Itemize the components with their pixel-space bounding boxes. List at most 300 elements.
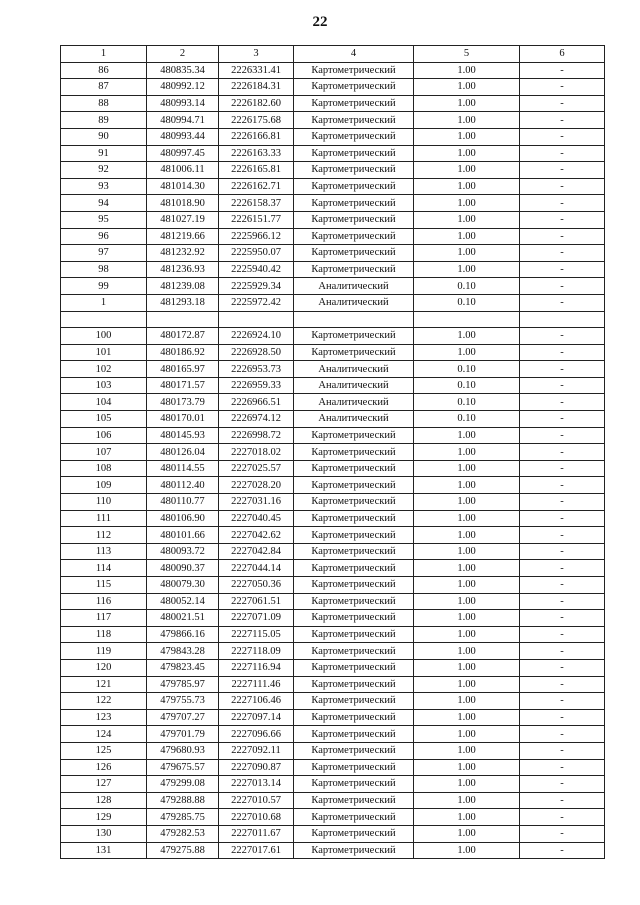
cell-y-coordinate: 2227010.57: [219, 792, 294, 809]
cell-point-number: 1: [61, 294, 147, 311]
cell-note: -: [520, 742, 605, 759]
cell-note: -: [520, 278, 605, 295]
cell-accuracy: 1.00: [414, 178, 520, 195]
cell-x-coordinate: 479823.45: [147, 659, 219, 676]
table-row: [61, 543, 605, 560]
cell-x-coordinate: 480165.97: [147, 361, 219, 378]
page-number: 22: [312, 14, 328, 30]
cell-accuracy: 1.00: [414, 676, 520, 693]
cell-point-number: 127: [61, 776, 147, 793]
table-header: [61, 46, 605, 63]
table-row: [61, 377, 605, 394]
cell-accuracy: 1.00: [414, 626, 520, 643]
cell-point-number: 86: [61, 62, 147, 79]
cell-note: -: [520, 626, 605, 643]
cell-y-coordinate: 2226924.10: [219, 328, 294, 345]
cell-y-coordinate: 2226959.33: [219, 377, 294, 394]
cell-x-coordinate: 479843.28: [147, 643, 219, 660]
cell-point-number: 89: [61, 112, 147, 129]
cell-x-coordinate: 480993.44: [147, 128, 219, 145]
cell-note: -: [520, 842, 605, 859]
coordinates-table: [60, 45, 605, 859]
cell-y-coordinate: 2227044.14: [219, 560, 294, 577]
cell-point-number: 103: [61, 377, 147, 394]
cell-method: Картометрический: [294, 95, 414, 112]
cell-y-coordinate: 2226966.51: [219, 394, 294, 411]
cell-x-coordinate: 480052.14: [147, 593, 219, 610]
table-row: [61, 444, 605, 461]
cell-y-coordinate: 2226182.60: [219, 95, 294, 112]
header-col-1: 1: [61, 46, 147, 63]
table-row: [61, 742, 605, 759]
cell-point-number: 96: [61, 228, 147, 245]
cell-note: -: [520, 527, 605, 544]
cell-method: Аналитический: [294, 411, 414, 428]
cell-x-coordinate: 481239.08: [147, 278, 219, 295]
cell-method: Картометрический: [294, 62, 414, 79]
cell-x-coordinate: 480171.57: [147, 377, 219, 394]
table-row: [61, 460, 605, 477]
cell-point-number: 123: [61, 709, 147, 726]
cell-point-number: 106: [61, 427, 147, 444]
cell-method: Картометрический: [294, 593, 414, 610]
cell-note: -: [520, 809, 605, 826]
table-row: [61, 792, 605, 809]
cell-accuracy: 1.00: [414, 477, 520, 494]
cell-accuracy: 1.00: [414, 809, 520, 826]
cell-x-coordinate: 480835.34: [147, 62, 219, 79]
cell-accuracy: 1.00: [414, 460, 520, 477]
cell-x-coordinate: 481027.19: [147, 211, 219, 228]
cell-method: Картометрический: [294, 809, 414, 826]
table-row: [61, 128, 605, 145]
cell-accuracy: 1.00: [414, 62, 520, 79]
table-row: [61, 261, 605, 278]
cell-method: Аналитический: [294, 377, 414, 394]
cell-note: -: [520, 294, 605, 311]
cell-point-number: 112: [61, 527, 147, 544]
cell-point-number: 115: [61, 577, 147, 594]
cell-x-coordinate: 480172.87: [147, 328, 219, 345]
cell-y-coordinate: 2226165.81: [219, 162, 294, 179]
cell-x-coordinate: 479755.73: [147, 693, 219, 710]
cell-y-coordinate: 2225940.42: [219, 261, 294, 278]
cell-note: -: [520, 693, 605, 710]
cell-accuracy: 1.00: [414, 543, 520, 560]
cell-note: -: [520, 560, 605, 577]
cell-method: Картометрический: [294, 776, 414, 793]
cell-note: -: [520, 709, 605, 726]
table-row: [61, 294, 605, 311]
table-row: [61, 593, 605, 610]
cell-x-coordinate: 479785.97: [147, 676, 219, 693]
table-row: [61, 278, 605, 295]
cell-note: -: [520, 344, 605, 361]
cell-accuracy: 1.00: [414, 825, 520, 842]
cell-method: Картометрический: [294, 178, 414, 195]
cell-y-coordinate: 2226974.12: [219, 411, 294, 428]
cell-note: -: [520, 145, 605, 162]
cell-x-coordinate: 479275.88: [147, 842, 219, 859]
header-col-3: 3: [219, 46, 294, 63]
cell-accuracy: 1.00: [414, 560, 520, 577]
table-row: [61, 809, 605, 826]
cell-point-number: 101: [61, 344, 147, 361]
cell-x-coordinate: 481293.18: [147, 294, 219, 311]
cell-note: -: [520, 494, 605, 511]
cell-note: -: [520, 245, 605, 262]
cell-point-number: 119: [61, 643, 147, 660]
cell-y-coordinate: 2227096.66: [219, 726, 294, 743]
table-row: [61, 577, 605, 594]
cell-x-coordinate: 479701.79: [147, 726, 219, 743]
table-row: [61, 825, 605, 842]
table-row: [61, 411, 605, 428]
cell-accuracy: 1.00: [414, 344, 520, 361]
cell-method: Картометрический: [294, 112, 414, 129]
cell-point-number: 105: [61, 411, 147, 428]
cell-point-number: 128: [61, 792, 147, 809]
cell-y-coordinate: 2227042.62: [219, 527, 294, 544]
cell-note: -: [520, 195, 605, 212]
cell-accuracy: 1.00: [414, 328, 520, 345]
cell-note: -: [520, 361, 605, 378]
cell-y-coordinate: 2227018.02: [219, 444, 294, 461]
cell-method: Картометрический: [294, 709, 414, 726]
cell-y-coordinate: 2226998.72: [219, 427, 294, 444]
cell-point-number: 118: [61, 626, 147, 643]
cell-note: -: [520, 328, 605, 345]
cell-method: Картометрический: [294, 560, 414, 577]
cell-point-number: 114: [61, 560, 147, 577]
cell-point-number: 97: [61, 245, 147, 262]
cell-y-coordinate: 2225972.42: [219, 294, 294, 311]
cell-accuracy: 1.00: [414, 610, 520, 627]
cell-y-coordinate: 2227111.46: [219, 676, 294, 693]
cell-accuracy: 1.00: [414, 693, 520, 710]
cell-point-number: 109: [61, 477, 147, 494]
cell-point-number: 122: [61, 693, 147, 710]
cell-note: -: [520, 427, 605, 444]
cell-y-coordinate: 2225950.07: [219, 245, 294, 262]
cell-x-coordinate: 481018.90: [147, 195, 219, 212]
cell-accuracy: 1.00: [414, 759, 520, 776]
cell-y-coordinate: 2226175.68: [219, 112, 294, 129]
cell-accuracy: 0.10: [414, 294, 520, 311]
cell-y-coordinate: 2227028.20: [219, 477, 294, 494]
cell-note: -: [520, 477, 605, 494]
cell-method: Аналитический: [294, 361, 414, 378]
cell-x-coordinate: 480170.01: [147, 411, 219, 428]
cell-point-number: 91: [61, 145, 147, 162]
cell-y-coordinate: 2227116.94: [219, 659, 294, 676]
cell-note: -: [520, 79, 605, 96]
cell-accuracy: 1.00: [414, 245, 520, 262]
cell-method: Картометрический: [294, 643, 414, 660]
cell-accuracy: 0.10: [414, 394, 520, 411]
cell-method: Картометрический: [294, 792, 414, 809]
cell-x-coordinate: 480126.04: [147, 444, 219, 461]
cell-point-number: 92: [61, 162, 147, 179]
cell-method: [294, 311, 414, 328]
cell-y-coordinate: 2227050.36: [219, 577, 294, 594]
cell-point-number: 121: [61, 676, 147, 693]
cell-accuracy: 1.00: [414, 527, 520, 544]
cell-x-coordinate: 479866.16: [147, 626, 219, 643]
cell-x-coordinate: 480090.37: [147, 560, 219, 577]
cell-x-coordinate: 480992.12: [147, 79, 219, 96]
cell-x-coordinate: 481014.30: [147, 178, 219, 195]
cell-method: Картометрический: [294, 195, 414, 212]
header-col-4: 4: [294, 46, 414, 63]
cell-method: Картометрический: [294, 128, 414, 145]
table-row: [61, 610, 605, 627]
cell-note: -: [520, 460, 605, 477]
cell-accuracy: 1.00: [414, 577, 520, 594]
cell-x-coordinate: 480994.71: [147, 112, 219, 129]
cell-point-number: 116: [61, 593, 147, 610]
cell-x-coordinate: 481219.66: [147, 228, 219, 245]
cell-note: -: [520, 759, 605, 776]
cell-note: -: [520, 593, 605, 610]
cell-x-coordinate: 480114.55: [147, 460, 219, 477]
cell-note: -: [520, 394, 605, 411]
table-row: [61, 427, 605, 444]
table-row: [61, 494, 605, 511]
cell-accuracy: 1.00: [414, 79, 520, 96]
cell-note: -: [520, 261, 605, 278]
cell-note: -: [520, 411, 605, 428]
cell-accuracy: 1.00: [414, 427, 520, 444]
cell-point-number: 94: [61, 195, 147, 212]
cell-note: -: [520, 577, 605, 594]
cell-method: Картометрический: [294, 726, 414, 743]
table-row: [61, 709, 605, 726]
cell-method: Картометрический: [294, 261, 414, 278]
table-row: [61, 211, 605, 228]
cell-method: Аналитический: [294, 294, 414, 311]
cell-point-number: 129: [61, 809, 147, 826]
cell-point-number: 90: [61, 128, 147, 145]
cell-accuracy: 1.00: [414, 510, 520, 527]
cell-method: Картометрический: [294, 577, 414, 594]
cell-point-number: 88: [61, 95, 147, 112]
table-row: [61, 726, 605, 743]
cell-method: Картометрический: [294, 228, 414, 245]
cell-method: Картометрический: [294, 676, 414, 693]
cell-point-number: 98: [61, 261, 147, 278]
cell-method: Картометрический: [294, 659, 414, 676]
cell-accuracy: 1.00: [414, 742, 520, 759]
cell-method: Картометрический: [294, 693, 414, 710]
cell-note: -: [520, 95, 605, 112]
cell-method: Картометрический: [294, 245, 414, 262]
cell-point-number: 111: [61, 510, 147, 527]
cell-accuracy: 1.00: [414, 128, 520, 145]
cell-point-number: 102: [61, 361, 147, 378]
header-col-2: 2: [147, 46, 219, 63]
cell-x-coordinate: 480093.72: [147, 543, 219, 560]
cell-note: -: [520, 610, 605, 627]
table-row: [61, 95, 605, 112]
cell-method: Картометрический: [294, 460, 414, 477]
cell-method: Картометрический: [294, 444, 414, 461]
cell-method: Картометрический: [294, 510, 414, 527]
cell-point-number: 100: [61, 328, 147, 345]
table-row: [61, 145, 605, 162]
cell-x-coordinate: 479288.88: [147, 792, 219, 809]
cell-x-coordinate: 479675.57: [147, 759, 219, 776]
cell-y-coordinate: 2227090.87: [219, 759, 294, 776]
table-row: [61, 62, 605, 79]
cell-y-coordinate: [219, 311, 294, 328]
cell-y-coordinate: 2227071.09: [219, 610, 294, 627]
cell-method: Картометрический: [294, 742, 414, 759]
cell-x-coordinate: 480993.14: [147, 95, 219, 112]
cell-x-coordinate: 479285.75: [147, 809, 219, 826]
cell-accuracy: 1.00: [414, 261, 520, 278]
cell-note: -: [520, 211, 605, 228]
table-row: [61, 79, 605, 96]
cell-y-coordinate: 2227061.51: [219, 593, 294, 610]
cell-x-coordinate: 479680.93: [147, 742, 219, 759]
cell-accuracy: 1.00: [414, 726, 520, 743]
cell-accuracy: 1.00: [414, 162, 520, 179]
cell-x-coordinate: 480106.90: [147, 510, 219, 527]
table-row: [61, 311, 605, 328]
header-col-6: 6: [520, 46, 605, 63]
cell-y-coordinate: 2227115.05: [219, 626, 294, 643]
cell-x-coordinate: 479282.53: [147, 825, 219, 842]
cell-y-coordinate: 2226953.73: [219, 361, 294, 378]
cell-point-number: 120: [61, 659, 147, 676]
cell-method: Картометрический: [294, 825, 414, 842]
table-row: [61, 228, 605, 245]
cell-note: -: [520, 112, 605, 129]
cell-x-coordinate: 480110.77: [147, 494, 219, 511]
cell-point-number: 110: [61, 494, 147, 511]
cell-method: Картометрический: [294, 427, 414, 444]
cell-accuracy: 1.00: [414, 776, 520, 793]
table-row: [61, 178, 605, 195]
header-col-5: 5: [414, 46, 520, 63]
table-row: [61, 626, 605, 643]
cell-y-coordinate: 2225929.34: [219, 278, 294, 295]
cell-note: -: [520, 792, 605, 809]
cell-y-coordinate: 2227106.46: [219, 693, 294, 710]
cell-x-coordinate: 480021.51: [147, 610, 219, 627]
table-row: [61, 361, 605, 378]
cell-method: Картометрический: [294, 610, 414, 627]
cell-x-coordinate: 480112.40: [147, 477, 219, 494]
cell-accuracy: 1.00: [414, 211, 520, 228]
cell-point-number: 113: [61, 543, 147, 560]
cell-point-number: 104: [61, 394, 147, 411]
cell-note: -: [520, 643, 605, 660]
cell-accuracy: 1.00: [414, 643, 520, 660]
cell-note: -: [520, 543, 605, 560]
table-row: [61, 527, 605, 544]
cell-point-number: 99: [61, 278, 147, 295]
cell-y-coordinate: 2227010.68: [219, 809, 294, 826]
cell-accuracy: 0.10: [414, 278, 520, 295]
cell-accuracy: 0.10: [414, 411, 520, 428]
cell-y-coordinate: 2226166.81: [219, 128, 294, 145]
cell-y-coordinate: 2227092.11: [219, 742, 294, 759]
cell-note: -: [520, 676, 605, 693]
cell-accuracy: 1.00: [414, 494, 520, 511]
cell-method: Картометрический: [294, 79, 414, 96]
cell-y-coordinate: 2225966.12: [219, 228, 294, 245]
cell-y-coordinate: 2227031.16: [219, 494, 294, 511]
cell-y-coordinate: 2227025.57: [219, 460, 294, 477]
cell-note: -: [520, 726, 605, 743]
cell-accuracy: 1.00: [414, 228, 520, 245]
table-row: [61, 842, 605, 859]
cell-x-coordinate: 480173.79: [147, 394, 219, 411]
cell-note: -: [520, 377, 605, 394]
cell-method: Картометрический: [294, 626, 414, 643]
table-row: [61, 510, 605, 527]
cell-point-number: 124: [61, 726, 147, 743]
cell-point-number: 108: [61, 460, 147, 477]
header-row: [61, 46, 605, 63]
cell-method: Аналитический: [294, 394, 414, 411]
cell-x-coordinate: 479707.27: [147, 709, 219, 726]
cell-point-number: 95: [61, 211, 147, 228]
cell-note: -: [520, 659, 605, 676]
cell-note: -: [520, 162, 605, 179]
cell-point-number: [61, 311, 147, 328]
cell-x-coordinate: 480145.93: [147, 427, 219, 444]
cell-y-coordinate: 2226928.50: [219, 344, 294, 361]
table-row: [61, 344, 605, 361]
cell-y-coordinate: 2226158.37: [219, 195, 294, 212]
cell-note: -: [520, 510, 605, 527]
cell-method: Картометрический: [294, 494, 414, 511]
cell-y-coordinate: 2226162.71: [219, 178, 294, 195]
cell-accuracy: 1.00: [414, 593, 520, 610]
cell-x-coordinate: 480101.66: [147, 527, 219, 544]
cell-accuracy: 1.00: [414, 659, 520, 676]
cell-accuracy: [414, 311, 520, 328]
cell-accuracy: 1.00: [414, 195, 520, 212]
cell-method: Картометрический: [294, 328, 414, 345]
cell-note: -: [520, 444, 605, 461]
cell-x-coordinate: 480186.92: [147, 344, 219, 361]
cell-method: Картометрический: [294, 162, 414, 179]
cell-method: Картометрический: [294, 477, 414, 494]
cell-x-coordinate: 481232.92: [147, 245, 219, 262]
cell-x-coordinate: 481006.11: [147, 162, 219, 179]
cell-point-number: 130: [61, 825, 147, 842]
cell-method: Картометрический: [294, 344, 414, 361]
cell-point-number: 107: [61, 444, 147, 461]
table-row: [61, 162, 605, 179]
cell-note: -: [520, 825, 605, 842]
cell-point-number: 125: [61, 742, 147, 759]
table-body: [61, 62, 605, 859]
table-row: [61, 112, 605, 129]
cell-accuracy: 0.10: [414, 377, 520, 394]
cell-note: [520, 311, 605, 328]
table-row: [61, 394, 605, 411]
cell-note: -: [520, 776, 605, 793]
cell-y-coordinate: 2227118.09: [219, 643, 294, 660]
cell-accuracy: 1.00: [414, 112, 520, 129]
table-row: [61, 195, 605, 212]
table-row: [61, 659, 605, 676]
